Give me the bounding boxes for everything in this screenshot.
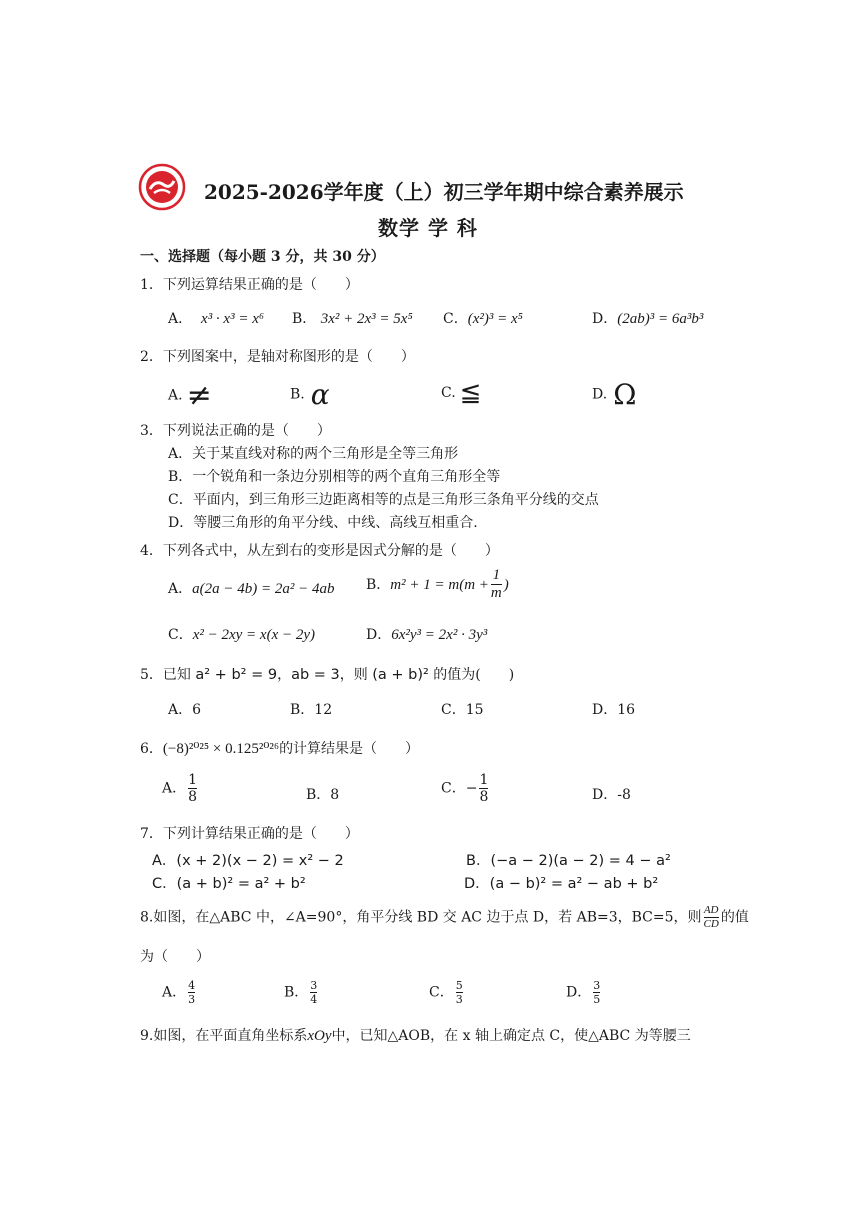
stem-math: xOy	[307, 1028, 332, 1044]
option-label: C．	[168, 627, 193, 643]
page-subtitle: 数学 学 科	[378, 216, 478, 240]
q8-option-a	[162, 980, 197, 1005]
q8-stem-line2: 为（ ）	[140, 949, 210, 965]
q3-option-d: D．等腰三角形的角平分线、中线、高线互相重合.	[168, 515, 478, 531]
q2-option-d	[592, 378, 636, 411]
q8-stem	[140, 905, 749, 930]
q2-option-c	[441, 378, 481, 408]
q5-stem	[140, 664, 514, 684]
q4-option-a	[168, 578, 334, 598]
minus-sign: −	[465, 780, 478, 797]
fraction-denominator: m	[490, 584, 502, 601]
q1-option-d	[592, 308, 703, 328]
stem-text: 9.如图，在平面直角坐标系	[140, 1028, 308, 1044]
fraction-denominator: 3	[455, 992, 463, 1006]
q4-option-d	[366, 624, 487, 644]
q6-option-c	[441, 773, 490, 804]
option-math: (2ab)³ = 6a³b³	[617, 311, 704, 327]
option-label: A.	[168, 387, 183, 404]
q3-stem: 3．下列说法正确的是（ ）	[140, 423, 331, 439]
q3-option-b: B．一个锐角和一条边分别相等的两个直角三角形全等	[168, 469, 501, 485]
stem-text: 的值	[720, 909, 749, 926]
stem-math: a² + b² = 9	[195, 667, 278, 683]
fraction	[704, 905, 719, 930]
fraction-numerator: 4	[188, 979, 196, 992]
fraction	[479, 773, 488, 804]
option-math: a(2a − 4b) = 2a² − 4ab	[192, 581, 335, 597]
fraction-denominator: 5	[593, 992, 601, 1006]
fraction-numerator: 3	[593, 979, 601, 992]
option-label: C．	[429, 984, 454, 1001]
page-title: 2025-2026学年度（上）初三学年期中综合素养展示	[204, 180, 684, 204]
omega-symbol: Ω	[613, 378, 637, 411]
fraction-denominator: 8	[479, 788, 489, 805]
stem-text: 8.如图，在△ABC 中，∠A=90°，角平分线 BD 交 AC 边于点 D，若 AB=3，BC=5，则	[140, 909, 702, 926]
fraction-denominator: CD	[703, 917, 719, 930]
q3-option-c: C．平面内，到三角形三边距离相等的点是三角形三条角平分线的交点	[168, 492, 599, 508]
option-label: D．	[366, 627, 392, 643]
q8-option-d	[566, 980, 602, 1005]
option-label: C.	[441, 385, 456, 401]
q7-option-a: A．(x + 2)(x − 2) = x² − 2	[152, 853, 344, 869]
less-equal-symbol: ≦	[459, 378, 482, 408]
option-label: A．	[168, 311, 193, 327]
stem-text: ，则	[339, 667, 368, 683]
stem-text: ，	[277, 667, 292, 683]
q4-option-b	[366, 568, 509, 602]
option-math: 3x² + 2x³ = 5x⁵	[320, 311, 413, 327]
fraction	[491, 568, 502, 602]
q5-option-b: B．12	[290, 702, 333, 718]
stem-text: 5．已知	[140, 667, 191, 683]
q4-option-c	[168, 624, 315, 644]
option-math: (x²)³ = x⁵	[467, 311, 523, 327]
q5-option-d: D．16	[592, 702, 636, 718]
q6-stem	[140, 738, 419, 758]
q2-stem: 2．下列图案中，是轴对称图形的是（ ）	[140, 349, 415, 365]
fraction-numerator: 1	[479, 772, 489, 788]
stem-math: (−8)²⁰²⁵ × 0.125²⁰²⁶	[162, 741, 280, 757]
option-label: D．	[592, 311, 618, 327]
q7-option-d: D．(a − b)² = a² − ab + b²	[464, 876, 659, 892]
q5-option-c: C．15	[441, 702, 484, 718]
q8-option-b	[284, 980, 319, 1005]
fraction-numerator: 3	[310, 979, 318, 992]
option-label: D.	[592, 386, 608, 403]
q4-stem: 4．下列各式中，从左到右的变形是因式分解的是（ ）	[140, 543, 499, 559]
fraction	[593, 980, 600, 1005]
q9-stem	[140, 1025, 691, 1045]
option-math: x³ · x³ = x⁶	[201, 311, 265, 327]
q7-option-b: B．(−a − 2)(a − 2) = 4 − a²	[466, 853, 671, 869]
option-label: B.	[290, 386, 305, 403]
option-label: B．	[292, 311, 317, 327]
fraction-numerator: AD	[703, 904, 719, 916]
option-label: B．	[366, 576, 391, 593]
q6-option-d: D．-8	[592, 787, 631, 803]
q1-option-b	[292, 308, 413, 328]
fraction	[188, 773, 197, 804]
option-math: x² − 2xy = x(x − 2y)	[192, 627, 316, 643]
q1-stem: 1．下列运算结果正确的是（ ）	[140, 277, 359, 293]
option-label: A．	[162, 780, 187, 797]
section-heading: 一、选择题（每小题 3 分，共 30 分）	[140, 249, 385, 265]
not-equal-symbol: ≠	[186, 378, 212, 413]
fraction-numerator: 1	[492, 567, 501, 583]
stem-text: 中，已知△AOB，在 x 轴上确定点 C，使△ABC 为等腰三	[331, 1028, 691, 1044]
option-label: A．	[168, 581, 193, 597]
q5-option-a: A．6	[168, 702, 202, 718]
q1-option-c	[443, 308, 523, 328]
q1-option-a	[168, 308, 264, 328]
stem-math: (a + b)²	[372, 667, 429, 683]
fraction-denominator: 8	[188, 788, 198, 805]
fraction-numerator: 5	[455, 979, 463, 992]
fraction	[188, 980, 195, 1005]
q7-stem: 7．下列计算结果正确的是（ ）	[140, 826, 359, 842]
q8-option-c	[429, 980, 465, 1005]
q6-option-b: B．8	[306, 787, 340, 803]
alpha-symbol: α	[310, 378, 330, 411]
school-logo	[138, 163, 186, 211]
q7-option-c: C．(a + b)² = a² + b²	[152, 876, 306, 892]
q2-option-b	[290, 378, 330, 411]
q2-option-a	[168, 378, 212, 413]
q3-option-a: A．关于某直线对称的两个三角形是全等三角形	[168, 446, 459, 462]
option-label: B．	[284, 984, 309, 1001]
stem-math: ab = 3	[291, 667, 340, 683]
fraction-numerator: 1	[188, 772, 198, 788]
stem-number: 6．	[140, 741, 163, 757]
option-math-left: m² + 1 = m(m +	[390, 576, 489, 593]
option-label: D．	[566, 984, 592, 1001]
fraction	[310, 980, 317, 1005]
option-label: C．	[443, 311, 468, 327]
q6-option-a	[162, 773, 199, 804]
fraction-denominator: 4	[310, 992, 318, 1006]
fraction	[456, 980, 463, 1005]
stem-text: 的计算结果是（ ）	[279, 741, 420, 757]
option-math-right: )	[503, 576, 509, 593]
option-label: A．	[162, 984, 187, 1001]
fraction-denominator: 3	[188, 992, 196, 1006]
option-math: 6x²y³ = 2x² · 3y³	[391, 627, 488, 643]
stem-text: 的值为( )	[433, 667, 515, 683]
option-label: C．	[441, 780, 466, 797]
